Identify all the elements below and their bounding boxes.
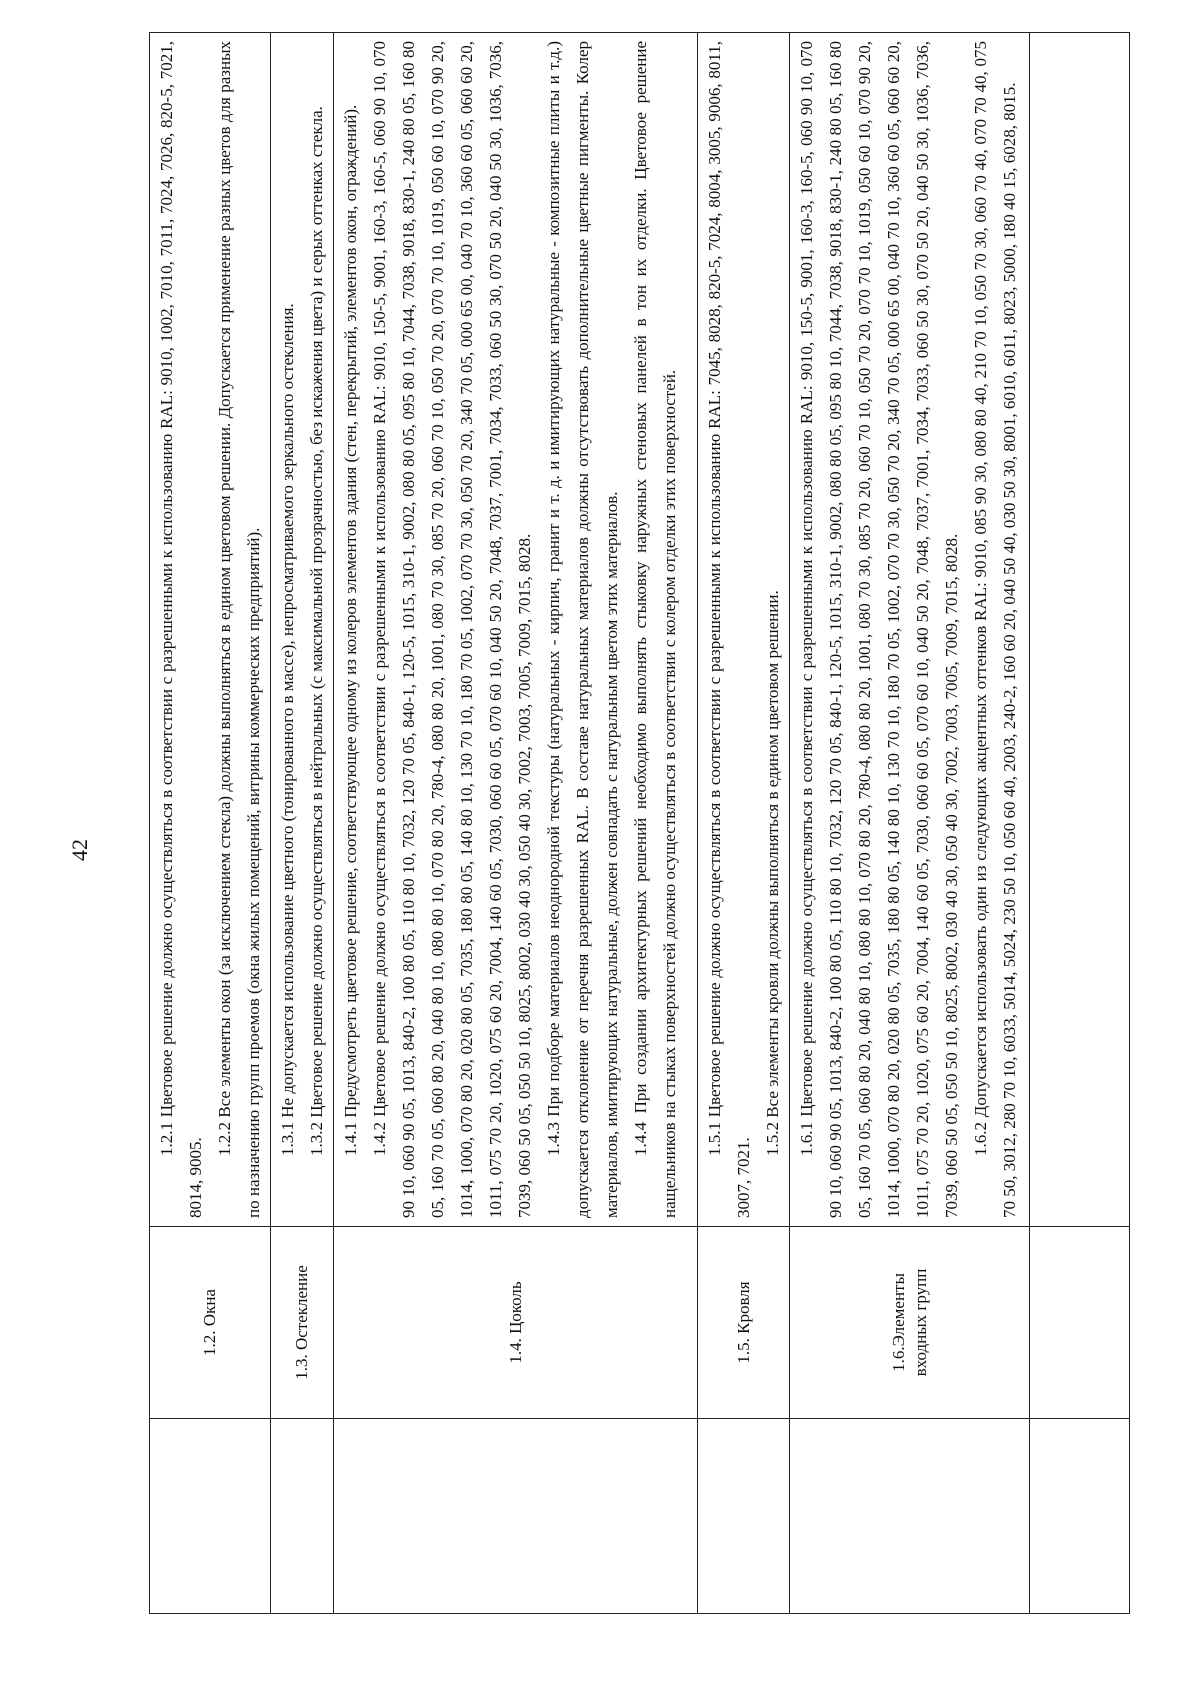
requirements-cell <box>790 33 1030 1227</box>
paragraph: 1.3.1 Не допускается использование цветного (тонированного в массе), непросматриваемого зеркального остекления. <box>278 303 297 1156</box>
empty-cell <box>271 1419 334 1614</box>
paragraph: 1.4.3 При подборе материалов неоднородной текстуры (натуральных - кирпич, гранит и т. д. и имитирующих натуральные - композитные плиты и т.д.) допускается отклонение от перечня разрешенных RAL. В составе натуральных материалов должны отсутствовать дополнительные цветные пигменты. Колер материалов, имитирующих натуральные, должен совпадать с натуральным цветом этих материалов. <box>544 41 621 1218</box>
paragraph: 1.3.2 Цветовое решение должно осуществляться в нейтральных (с максимальной прозрачностью, без искажения цвета) и серых оттенках стекла. <box>307 106 326 1156</box>
paragraph: 1.2.1 Цветовое решение должно осуществляться в соответствии с разрешенными к использованию RAL: 9010, 1002, 7010, 7011, 7024, 7026, 820-5, 7021, 8014, 9005. <box>157 41 205 1218</box>
section-label: 1.3. Остекление <box>292 1265 311 1380</box>
requirements-cell <box>150 33 271 1227</box>
empty-cell <box>698 1419 790 1614</box>
regulation-table-wrapper <box>149 41 1109 1614</box>
page-number: 42 <box>67 839 92 861</box>
section-label: 1.5. Кровля <box>733 1281 753 1364</box>
table-row-glazing <box>271 33 334 1614</box>
section-label-line: входных групп <box>910 1268 930 1377</box>
requirements-cell <box>271 33 334 1227</box>
empty-cell <box>790 1419 1030 1614</box>
section-cell <box>790 1227 1030 1419</box>
section-cell <box>271 1227 334 1419</box>
section-cell <box>334 1227 698 1419</box>
section-label-line: 1.6.Элементы <box>888 1273 908 1372</box>
table-row-entrance-groups <box>790 33 1030 1614</box>
section-cell <box>698 1227 790 1419</box>
paragraph: 1.4.1 Предусмотреть цветовое решение, соответствующее одному из колеров элементов здания (стен, перекрытий, элементов окон, ограждений). <box>341 104 360 1156</box>
paragraph: 1.5.2 Все элементы кровли должны выполняться в едином цветовом решении. <box>763 590 782 1156</box>
section-label: 1.4. Цоколь <box>505 1281 525 1364</box>
paragraph: 1.4.2 Цветовое решение должно осуществляться в соответствии с разрешенными к использованию RAL: 9010, 150-5, 9001, 160-3, 160-5, 060 90 10, 070 90 10, 060 90 05, 1013, 840-2, 100 80 05, 110 80 10, 7032, 120 70 05, 840-1, 120-5, 1015, 310-1, 9002, 080 80 05, 095 80 10, 7044, 7038, 9018, 830-1, 240 80 05, 160 80 05, 160 70 05, 060 80 20, 040 80 10, 080 80 10, 070 80 20, 780-4, 080 80 20, 1001, 080 70 30, 085 70 20, 060 70 10, 050 70 20, 070 70 10, 1019, 050 60 10, 070 90 20, 1014, 1000, 070 80 20, 020 80 05, 7035, 180 80 05, 140 80 10, 130 70 10, 180 70 05, 1002, 070 70 30, 050 70 20, 340 70 05, 000 65 00, 040 70 10, 360 60 05, 060 60 20, 1011, 075 70 20, 1020, 075 60 20, 7004, 140 60 05, 7030, 060 60 05, 070 60 10, 040 50 20, 7048, 7037, 7001, 7034, 7033, 060 50 30, 070 50 20, 040 50 30, 1036, 7036, 7039, 060 50 05, 050 50 10, 8025, 8002, 030 40 30, 050 40 30, 7002, 7003, 7005, 7009, 7015, 8028. <box>370 41 534 1218</box>
requirements-cell <box>698 33 790 1227</box>
color-regulation-table <box>149 32 1130 1614</box>
section-label: 1.2. Окна <box>200 1289 219 1356</box>
paragraph: 1.6.2 Допускается использовать один из следующих акцентных оттенков RAL: 9010, 085 90 30, 080 80 40, 210 70 10, 050 70 30, 060 70 40, 070 70 40, 075 70 50, 3012, 280 70 10, 6033, 5014, 5024, 230 50 10, 050 60 40, 2003, 240-2, 160 60 20, 040 50 40, 030 50 30, 8001, 6010, 6011, 8023, 5000, 180 40 15, 6028, 8015. <box>971 41 1019 1218</box>
table-row-empty <box>1030 33 1130 1614</box>
paragraph: 1.4.4 При создании архитектурных решений необходимо выполнять стыковку наружных стеновых панелей в тон их отделки. Цветовое решение нащельников на стыках поверхностей должно осуществляться в соответствии с колером отделки этих поверхностей. <box>631 41 679 1218</box>
empty-cell <box>150 1419 271 1614</box>
table-row-roof <box>698 33 790 1614</box>
empty-cell <box>334 1419 698 1614</box>
empty-cell <box>1030 1419 1130 1614</box>
paragraph: 1.6.1 Цветовое решение должно осуществляться в соответствии с разрешенными к использованию RAL: 9010, 150-5, 9001, 160-3, 160-5, 060 90 10, 070 90 10, 060 90 05, 1013, 840-2, 100 80 05, 110 80 10, 7032, 120 70 05, 840-1, 120-5, 1015, 310-1, 9002, 080 80 05, 095 80 10, 7044, 7038, 9018, 830-1, 240 80 05, 160 80 05, 160 70 05, 060 80 20, 040 80 10, 080 80 10, 070 80 20, 780-4, 080 80 20, 1001, 080 70 30, 085 70 20, 060 70 10, 050 70 20, 070 70 10, 1019, 050 60 10, 070 90 20, 1014, 1000, 070 80 20, 020 80 05, 7035, 180 80 05, 140 80 10, 130 70 10, 180 70 05, 1002, 070 70 30, 050 70 20, 340 70 05, 000 65 00, 040 70 10, 360 60 05, 060 60 20, 1011, 075 70 20, 1020, 075 60 20, 7004, 140 60 05, 7030, 060 60 05, 070 60 10, 040 50 20, 7048, 7037, 7001, 7034, 7033, 060 50 30, 070 50 20, 040 50 30, 1036, 7036, 7039, 060 50 05, 050 50 10, 8025, 8002, 030 40 30, 050 40 30, 7002, 7003, 7005, 7009, 7015, 8028. <box>797 41 961 1218</box>
table-row-plinth <box>334 33 698 1614</box>
paragraph: 1.5.1 Цветовое решение должно осуществляться в соответствии с разрешенными к использованию RAL: 7045, 8028, 820-5, 7024, 8004, 3005, 9006, 8011, 3007, 7021. <box>705 41 753 1218</box>
empty-cell <box>1030 33 1130 1227</box>
requirements-cell <box>334 33 698 1227</box>
paragraph: 1.2.2 Все элементы окон (за исключением стекла) должны выполняться в едином цветовом решении. Допускается применение разных цветов для разных по назначению групп проемов (окна жилых помещений, витрины коммерческих предприятий). <box>215 41 263 1218</box>
section-cell <box>150 1227 271 1419</box>
table-row-windows <box>150 33 271 1614</box>
empty-cell <box>1030 1227 1130 1419</box>
